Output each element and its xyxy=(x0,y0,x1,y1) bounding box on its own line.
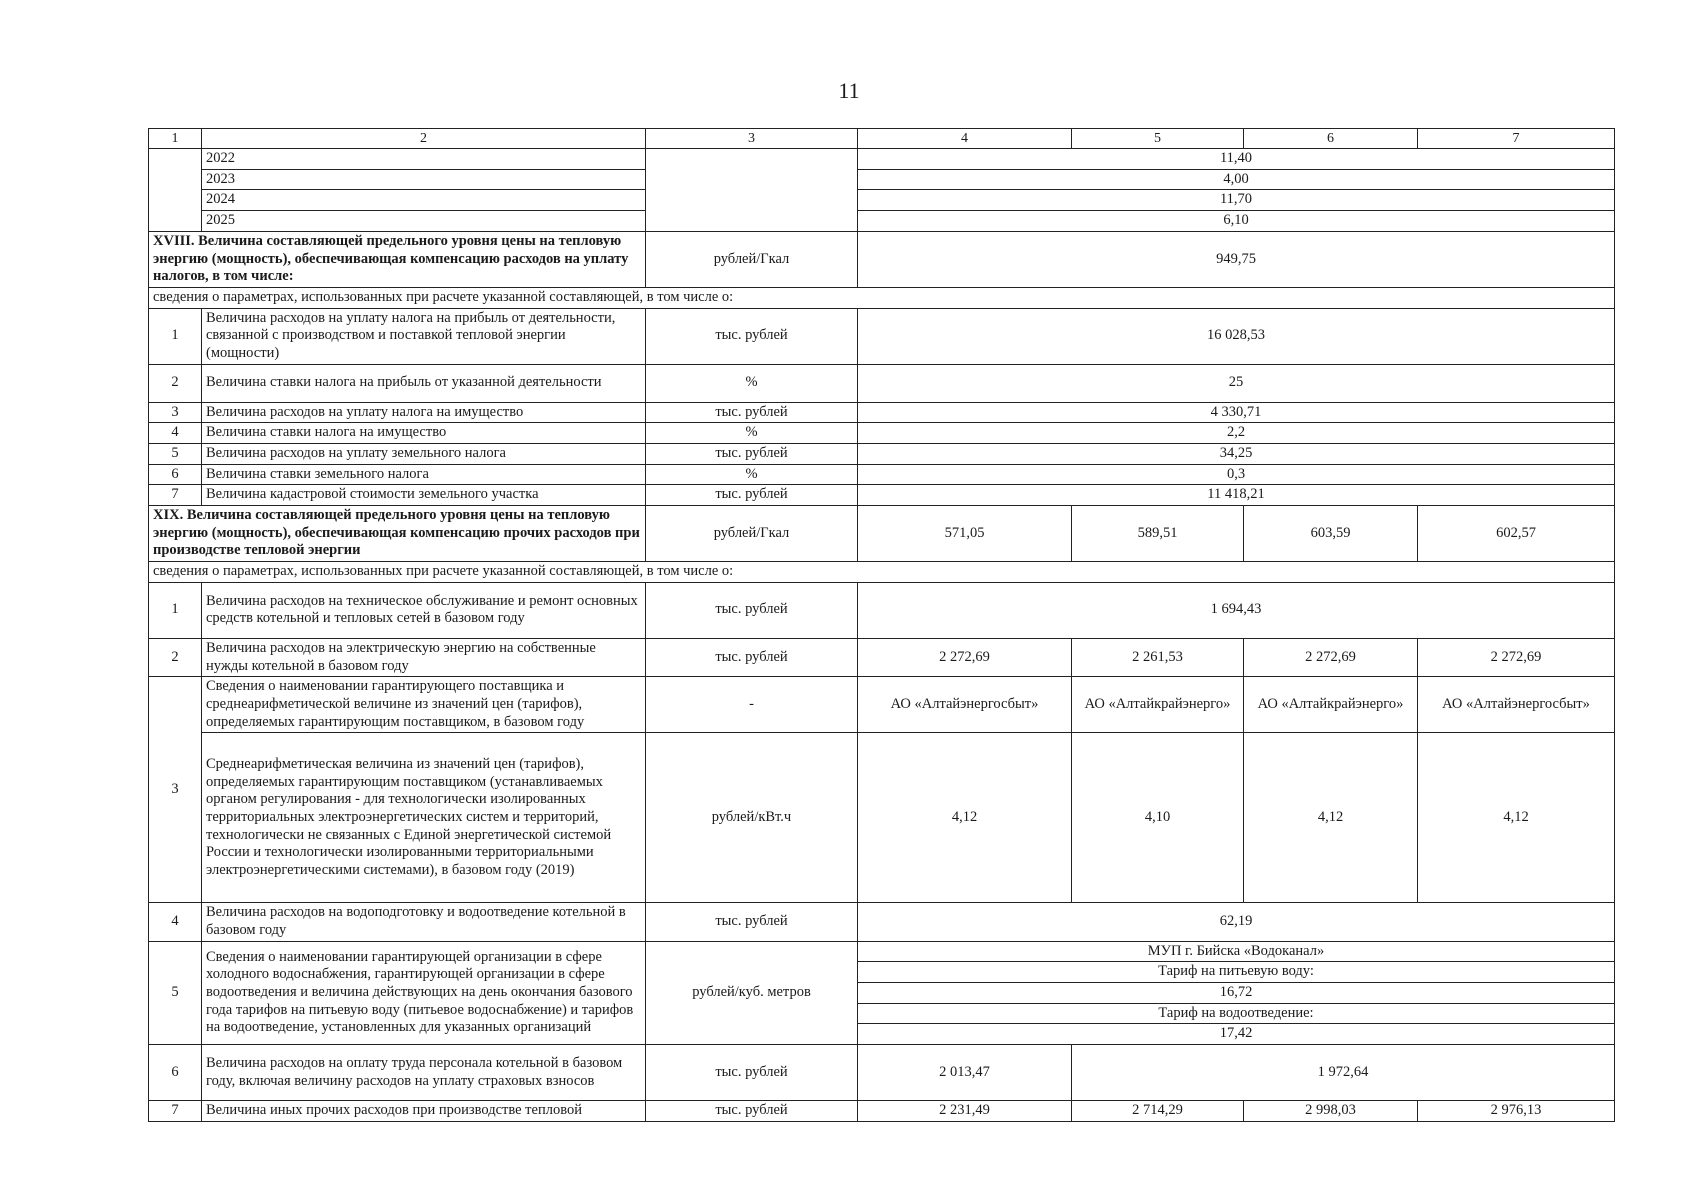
unit-cell: % xyxy=(646,364,858,402)
row-text: Величина иных прочих расходов при производстве тепловой xyxy=(202,1101,646,1122)
value-cell: 2 998,03 xyxy=(1244,1101,1418,1122)
table-row xyxy=(149,485,1615,506)
row-number: 6 xyxy=(149,464,202,485)
year-cell: 2022 xyxy=(202,149,646,170)
year-value: 11,40 xyxy=(858,149,1615,170)
row-text: Величина расходов на оплату труда персонала котельной в базовом году, включая величину расходов на уплату страховых взносов xyxy=(202,1045,646,1101)
unit-cell: - xyxy=(646,677,858,733)
unit-cell: рублей/Гкал xyxy=(646,231,858,287)
value-cell: 2 261,53 xyxy=(1072,638,1244,676)
value-cell: 0,3 xyxy=(858,464,1615,485)
row-text: Величина расходов на уплату налога на прибыль от деятельности, связанной с производством и поставкой тепловой энергии (мощности) xyxy=(202,308,646,364)
table-row xyxy=(149,1101,1615,1122)
unit-cell: тыс. рублей xyxy=(646,582,858,638)
table-row xyxy=(149,638,1615,676)
value-cell: 4,12 xyxy=(1244,733,1418,903)
value-cell: 571,05 xyxy=(858,506,1072,562)
unit-cell: тыс. рублей xyxy=(646,638,858,676)
row-text: Сведения о наименовании гарантирующей организации в сфере холодного водоснабжения, гарантирующей организации в сфере водоотведения и величина действующих на день окончания базового года тарифов на питьевую воду (питьевое водоснабжение) и тарифов на водоотведение, установленных для указанных организаций xyxy=(202,941,646,1044)
year-cell: 2024 xyxy=(202,190,646,211)
header-cell: 2 xyxy=(202,129,646,149)
value-cell: 2 013,47 xyxy=(858,1045,1072,1101)
value-cell: 4,12 xyxy=(858,733,1072,903)
header-cell: 4 xyxy=(858,129,1072,149)
water-org: МУП г. Бийска «Водоканал» xyxy=(858,941,1615,962)
year-value: 4,00 xyxy=(858,169,1615,190)
value-cell: 2 714,29 xyxy=(1072,1101,1244,1122)
section-heading-row xyxy=(149,231,1615,287)
value-cell: 602,57 xyxy=(1418,506,1615,562)
row-number: 4 xyxy=(149,903,202,941)
row-number: 7 xyxy=(149,1101,202,1122)
params-note: сведения о параметрах, использованных при расчете указанной составляющей, в том числе о: xyxy=(149,562,1615,583)
params-note: сведения о параметрах, использованных при расчете указанной составляющей, в том числе о: xyxy=(149,287,1615,308)
row-text: Величина расходов на уплату налога на имущество xyxy=(202,402,646,423)
row-number: 3 xyxy=(149,677,202,903)
value-cell: 4,10 xyxy=(1072,733,1244,903)
unit-cell: тыс. рублей xyxy=(646,903,858,941)
unit-cell: рублей/куб. метров xyxy=(646,941,858,1044)
unit-cell: рублей/Гкал xyxy=(646,506,858,562)
table-row xyxy=(149,364,1615,402)
table-row xyxy=(149,308,1615,364)
supplier-cell: АО «Алтайэнергосбыт» xyxy=(1418,677,1615,733)
table-row xyxy=(149,733,1615,903)
value-cell: 62,19 xyxy=(858,903,1615,941)
note-row xyxy=(149,562,1615,583)
tariff-table xyxy=(148,128,1615,1122)
row-number: 3 xyxy=(149,402,202,423)
table-row xyxy=(149,423,1615,444)
table-row xyxy=(149,677,1615,733)
unit-cell: рублей/кВт.ч xyxy=(646,733,858,903)
table-row xyxy=(149,941,1615,962)
value-cell: 2 272,69 xyxy=(858,638,1072,676)
unit-cell: тыс. рублей xyxy=(646,444,858,465)
row-number: 7 xyxy=(149,485,202,506)
row-text: Сведения о наименовании гарантирующего поставщика и среднеарифметической величине из значений цен (тарифов), определяемых гарантирующим поставщиком, в базовом году xyxy=(202,677,646,733)
row-text: Величина ставки налога на прибыль от указанной деятельности xyxy=(202,364,646,402)
header-cell: 1 xyxy=(149,129,202,149)
header-cell: 6 xyxy=(1244,129,1418,149)
value-cell: 34,25 xyxy=(858,444,1615,465)
table-row xyxy=(149,444,1615,465)
value-cell: 25 xyxy=(858,364,1615,402)
table-row xyxy=(149,211,1615,232)
row-text: Величина расходов на уплату земельного налога xyxy=(202,444,646,465)
unit-cell: тыс. рублей xyxy=(646,402,858,423)
page-number: 11 xyxy=(838,78,860,103)
value-cell: 603,59 xyxy=(1244,506,1418,562)
section-title: XVIII. Величина составляющей предельного уровня цены на тепловую энергию (мощность), обеспечивающая компенсацию расходов на уплату налогов, в том числе: xyxy=(149,231,646,287)
row-number: 5 xyxy=(149,941,202,1044)
value-cell: 4 330,71 xyxy=(858,402,1615,423)
table-row xyxy=(149,1045,1615,1101)
row-number: 1 xyxy=(149,308,202,364)
supplier-cell: АО «Алтайкрайэнерго» xyxy=(1244,677,1418,733)
water-tariff-value: 16,72 xyxy=(858,983,1615,1004)
sewer-tariff-value: 17,42 xyxy=(858,1024,1615,1045)
unit-cell: тыс. рублей xyxy=(646,308,858,364)
header-cell: 7 xyxy=(1418,129,1615,149)
year-value: 6,10 xyxy=(858,211,1615,232)
empty-cell xyxy=(646,149,858,232)
year-value: 11,70 xyxy=(858,190,1615,211)
value-cell: 1 694,43 xyxy=(858,582,1615,638)
year-cell: 2023 xyxy=(202,169,646,190)
value-cell: 949,75 xyxy=(858,231,1615,287)
row-number: 5 xyxy=(149,444,202,465)
row-text: Величина расходов на техническое обслуживание и ремонт основных средств котельной и тепловых сетей в базовом году xyxy=(202,582,646,638)
row-number: 2 xyxy=(149,638,202,676)
row-text: Величина ставки налога на имущество xyxy=(202,423,646,444)
table-row xyxy=(149,582,1615,638)
row-text: Величина кадастровой стоимости земельного участка xyxy=(202,485,646,506)
unit-cell: тыс. рублей xyxy=(646,1045,858,1101)
row-text: Среднеарифметическая величина из значений цен (тарифов), определяемых гарантирующим поставщиком (устанавливаемых органом регулирования - для технологически изолированных территориальных электроэнергетических систем и территорий, технологически не связанных с Единой энергетической системой России и технологически изолированными территориальными электроэнергетическими системами), в базовом году (2019) xyxy=(202,733,646,903)
table-row xyxy=(149,903,1615,941)
value-cell: 2,2 xyxy=(858,423,1615,444)
year-cell: 2025 xyxy=(202,211,646,232)
table-row xyxy=(149,169,1615,190)
section-heading-row xyxy=(149,506,1615,562)
water-tariff-label: Тариф на питьевую воду: xyxy=(858,962,1615,983)
value-cell: 16 028,53 xyxy=(858,308,1615,364)
table-row xyxy=(149,402,1615,423)
supplier-cell: АО «Алтайэнергосбыт» xyxy=(858,677,1072,733)
row-text: Величина ставки земельного налога xyxy=(202,464,646,485)
row-text: Величина расходов на электрическую энергию на собственные нужды котельной в базовом году xyxy=(202,638,646,676)
empty-cell xyxy=(149,149,202,232)
section-title: XIX. Величина составляющей предельного уровня цены на тепловую энергию (мощность), обеспечивающая компенсацию прочих расходов при производстве тепловой энергии xyxy=(149,506,646,562)
row-number: 6 xyxy=(149,1045,202,1101)
header-cell: 3 xyxy=(646,129,858,149)
header-cell: 5 xyxy=(1072,129,1244,149)
unit-cell: тыс. рублей xyxy=(646,1101,858,1122)
table-row xyxy=(149,149,1615,170)
unit-cell: % xyxy=(646,464,858,485)
value-cell: 1 972,64 xyxy=(1072,1045,1615,1101)
unit-cell: % xyxy=(646,423,858,444)
table-row xyxy=(149,190,1615,211)
unit-cell: тыс. рублей xyxy=(646,485,858,506)
note-row xyxy=(149,287,1615,308)
header-row xyxy=(149,129,1615,149)
value-cell: 589,51 xyxy=(1072,506,1244,562)
row-number: 1 xyxy=(149,582,202,638)
row-number: 4 xyxy=(149,423,202,444)
value-cell: 2 976,13 xyxy=(1418,1101,1615,1122)
value-cell: 2 231,49 xyxy=(858,1101,1072,1122)
row-text: Величина расходов на водоподготовку и водоотведение котельной в базовом году xyxy=(202,903,646,941)
row-number: 2 xyxy=(149,364,202,402)
supplier-cell: АО «Алтайкрайэнерго» xyxy=(1072,677,1244,733)
sewer-tariff-label: Тариф на водоотведение: xyxy=(858,1003,1615,1024)
table-row xyxy=(149,464,1615,485)
value-cell: 11 418,21 xyxy=(858,485,1615,506)
value-cell: 2 272,69 xyxy=(1244,638,1418,676)
value-cell: 2 272,69 xyxy=(1418,638,1615,676)
value-cell: 4,12 xyxy=(1418,733,1615,903)
